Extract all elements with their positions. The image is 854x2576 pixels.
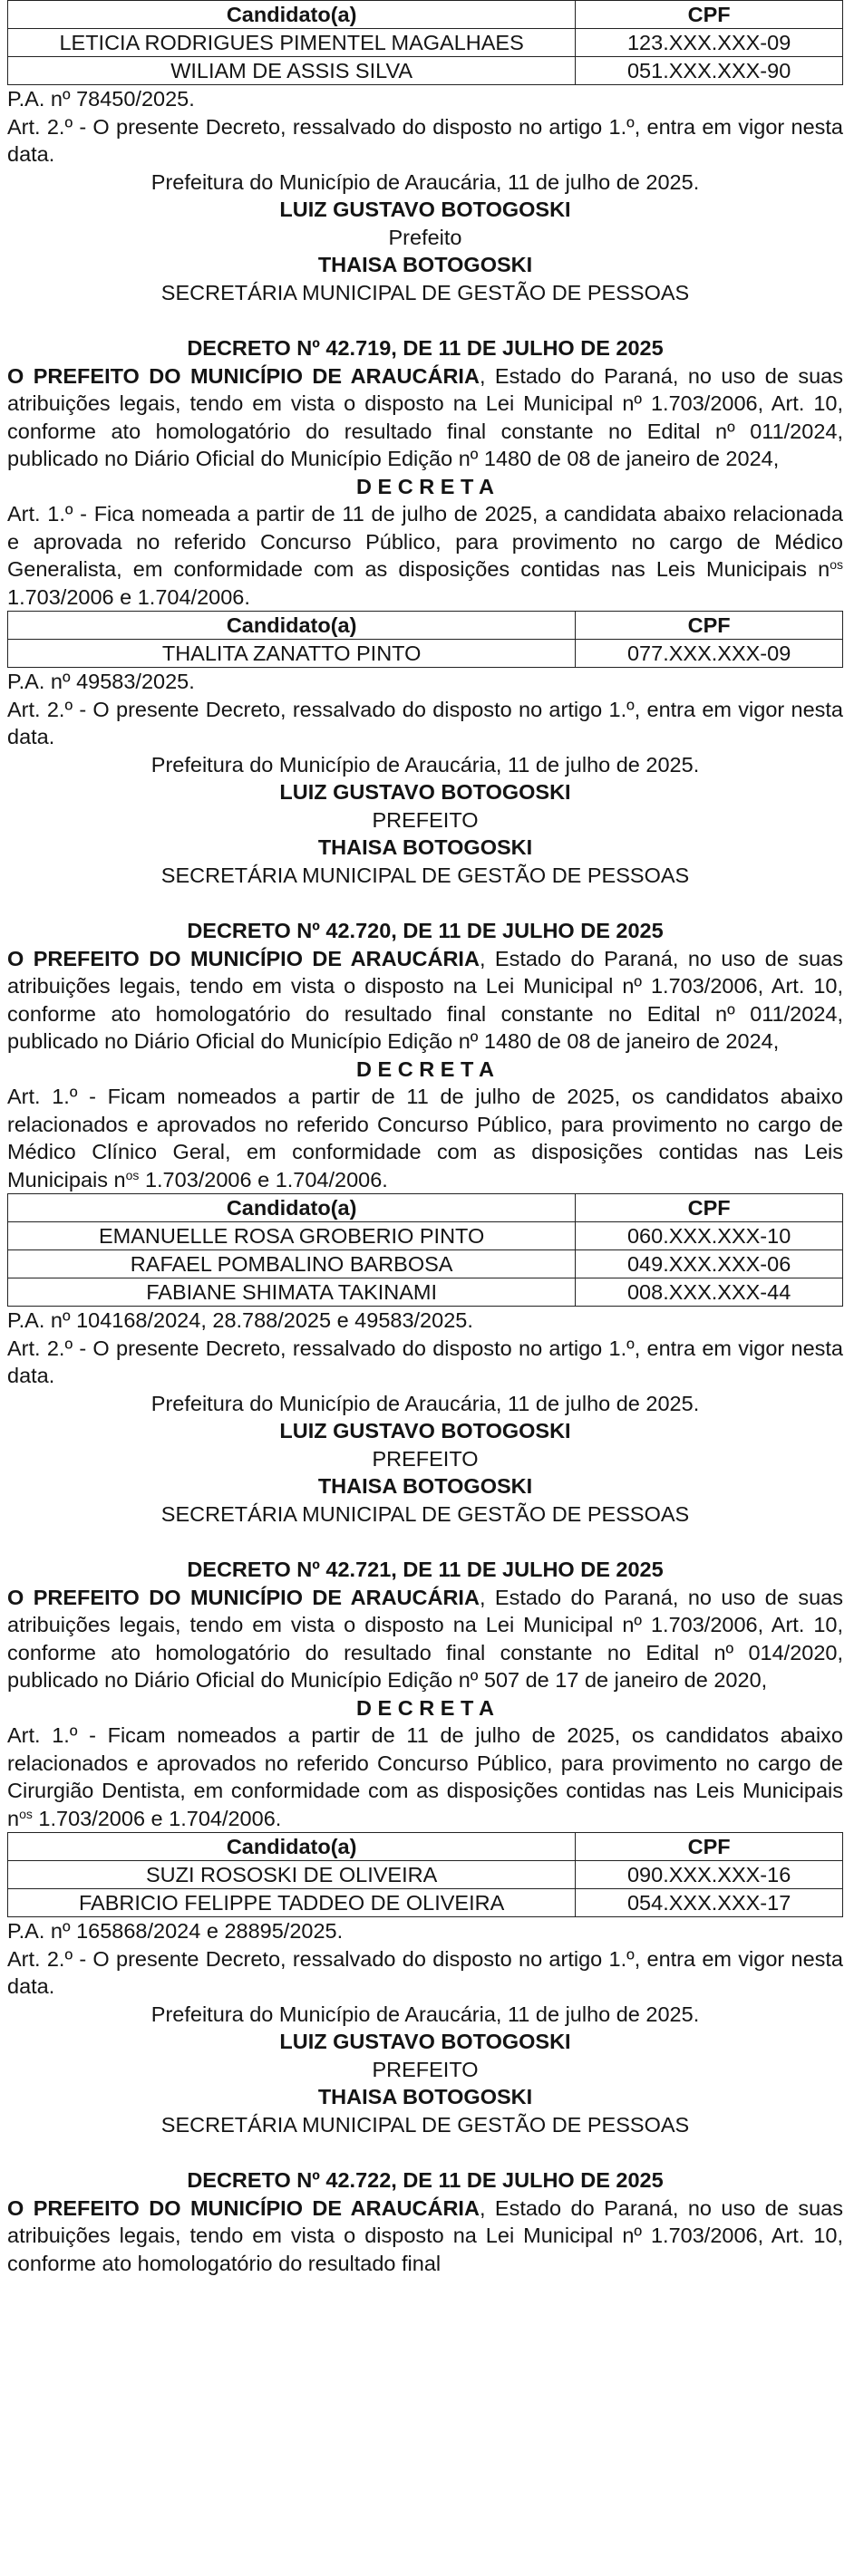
article-1-text: Art. 1.º - Fica nomeada a partir de 11 de julho de 2025, a candidata abaixo relacionada e aprovada no referido Concurso Público, para provimento no cargo de Médico Generalista, em conformidade com as disposições contidas nas Leis Municipais n (7, 502, 843, 581)
decreta-heading: D E C R E T A (356, 474, 494, 498)
candidates-table (7, 0, 843, 85)
previous-decree-tail (7, 0, 843, 306)
preamble-rest: , Estado do Paraná, no uso de suas atribuições legais, tendo em vista o disposto na Lei Municipal nº 1.703/2006, Art. 10, conforme ato homologatório do resultado final constante no Edital nº 011/2024, publicado no Diário Oficial do Município Edição nº 1480 de 08 de janeiro de 2024, (7, 946, 843, 1053)
candidate-name: RAFAEL POMBALINO BARBOSA (8, 1250, 576, 1278)
decree-preamble (7, 362, 843, 473)
candidate-name: WILIAM DE ASSIS SILVA (8, 57, 576, 85)
table-header-row (8, 1194, 843, 1222)
candidates-table (7, 1832, 843, 1917)
table-header-row (8, 612, 843, 640)
process-number: P.A. nº 49583/2025. (7, 670, 195, 693)
table-row (8, 1222, 843, 1250)
candidate-cpf: 049.XXX.XXX-06 (576, 1250, 843, 1278)
mayor-name: LUIZ GUSTAVO BOTOGOSKI (279, 2030, 571, 2053)
article-1-superscript: os (125, 1167, 140, 1182)
secretary-name: THAISA BOTOGOSKI (317, 1474, 533, 1498)
decreta-heading: D E C R E T A (356, 1695, 494, 1720)
table-header-row (8, 1, 843, 29)
decree-title: DECRETO Nº 42.719, DE 11 DE JULHO DE 2025 (187, 336, 664, 360)
candidate-name: EMANUELLE ROSA GROBERIO PINTO (8, 1222, 576, 1250)
section-spacer (7, 889, 843, 917)
candidate-cpf: 123.XXX.XXX-09 (576, 29, 843, 57)
column-header-cpf: CPF (576, 1, 843, 29)
secretary-name: THAISA BOTOGOSKI (317, 835, 533, 859)
decree-42720 (7, 917, 843, 1528)
table-row (8, 57, 843, 85)
column-header-cpf: CPF (576, 1194, 843, 1222)
column-header-name: Candidato(a) (8, 1194, 576, 1222)
column-header-name: Candidato(a) (8, 612, 576, 640)
decreta-heading: D E C R E T A (356, 1056, 494, 1081)
article-2: Art. 2.º - O presente Decreto, ressalvado do disposto no artigo 1.º, entra em vigor nesta data. (7, 114, 843, 166)
preamble-lead: O PREFEITO DO MUNICÍPIO DE ARAUCÁRIA (7, 946, 480, 970)
article-1-text: Art. 1.º - Ficam nomeados a partir de 11 de julho de 2025, os candidatos abaixo relacionados e aprovados no referido Concurso Público, para provimento no cargo de Cirurgião Dentista, em conformidade com as disposições contidas nas Leis Municipais n (7, 1723, 843, 1830)
table-row (8, 640, 843, 668)
secretary-name: THAISA BOTOGOSKI (317, 2085, 533, 2108)
table-row (8, 1278, 843, 1307)
secretary-title: SECRETÁRIA MUNICIPAL DE GESTÃO DE PESSOAS (160, 2112, 690, 2137)
table-row (8, 1250, 843, 1278)
secretary-title: SECRETÁRIA MUNICIPAL DE GESTÃO DE PESSOAS (160, 863, 690, 887)
preamble-rest: , Estado do Paraná, no uso de suas atribuições legais, tendo em vista o disposto na Lei Municipal nº 1.703/2006, Art. 10, conforme ato homologatório do resultado final (7, 2195, 843, 2275)
decree-title: DECRETO Nº 42.721, DE 11 DE JULHO DE 2025 (187, 1558, 664, 1581)
candidate-name: LETICIA RODRIGUES PIMENTEL MAGALHAES (8, 29, 576, 57)
article-1 (7, 1083, 843, 1193)
candidate-name: FABRICIO FELIPPE TADDEO DE OLIVEIRA (8, 1889, 576, 1917)
decree-42721 (7, 1556, 843, 2138)
signing-place-date: Prefeitura do Município de Araucária, 11 de julho de 2025. (150, 2002, 700, 2026)
secretary-name: THAISA BOTOGOSKI (317, 253, 533, 276)
candidates-table (7, 1193, 843, 1307)
preamble-lead: O PREFEITO DO MUNICÍPIO DE ARAUCÁRIA (7, 363, 480, 388)
article-1-superscript: os (830, 557, 843, 572)
decree-title: DECRETO Nº 42.720, DE 11 DE JULHO DE 2025 (187, 919, 664, 942)
section-spacer (7, 1528, 843, 1556)
mayor-title: Prefeito (388, 225, 462, 249)
decree-42719 (7, 334, 843, 889)
column-header-name: Candidato(a) (8, 1, 576, 29)
table-row (8, 1861, 843, 1889)
article-2: Art. 2.º - O presente Decreto, ressalvado do disposto no artigo 1.º, entra em vigor nesta data. (7, 1946, 843, 1998)
decree-preamble (7, 945, 843, 1056)
article-1-superscript: os (19, 1806, 33, 1821)
mayor-name: LUIZ GUSTAVO BOTOGOSKI (279, 780, 571, 804)
preamble-rest: , Estado do Paraná, no uso de suas atribuições legais, tendo em vista o disposto na Lei Municipal nº 1.703/2006, Art. 10, conforme ato homologatório do resultado final constante no Edital nº 011/2024, publicado no Diário Oficial do Município Edição nº 1480 de 08 de janeiro de 2024, (7, 363, 843, 470)
section-spacer (7, 2138, 843, 2166)
candidates-table (7, 611, 843, 668)
candidate-cpf: 090.XXX.XXX-16 (576, 1861, 843, 1889)
candidate-name: FABIANE SHIMATA TAKINAMI (8, 1278, 576, 1307)
signing-place-date: Prefeitura do Município de Araucária, 11 de julho de 2025. (150, 1391, 700, 1415)
preamble-rest: , Estado do Paraná, no uso de suas atribuições legais, tendo em vista o disposto na Lei Municipal nº 1.703/2006, Art. 10, conforme ato homologatório do resultado final constante no Edital nº 014/2020, publicado no Diário Oficial do Município Edição nº 507 de 17 de janeiro de 2020, (7, 1585, 843, 1692)
column-header-cpf: CPF (576, 1833, 843, 1861)
mayor-name: LUIZ GUSTAVO BOTOGOSKI (279, 1419, 571, 1442)
candidate-cpf: 054.XXX.XXX-17 (576, 1889, 843, 1917)
preamble-lead: O PREFEITO DO MUNICÍPIO DE ARAUCÁRIA (7, 2195, 480, 2220)
process-number: P.A. nº 78450/2025. (7, 87, 195, 111)
article-1-text-end: 1.703/2006 e 1.704/2006. (139, 1167, 388, 1192)
table-row (8, 1889, 843, 1917)
article-2: Art. 2.º - O presente Decreto, ressalvado do disposto no artigo 1.º, entra em vigor nesta data. (7, 1336, 843, 1387)
candidate-cpf: 051.XXX.XXX-90 (576, 57, 843, 85)
decree-title: DECRETO Nº 42.722, DE 11 DE JULHO DE 2025 (187, 2168, 664, 2192)
signing-place-date: Prefeitura do Município de Araucária, 11 de julho de 2025. (150, 752, 700, 777)
decree-42722 (7, 2166, 843, 2277)
candidate-name: THALITA ZANATTO PINTO (8, 640, 576, 668)
signing-place-date: Prefeitura do Município de Araucária, 11 de julho de 2025. (150, 169, 700, 194)
preamble-lead: O PREFEITO DO MUNICÍPIO DE ARAUCÁRIA (7, 1585, 480, 1609)
article-1 (7, 1722, 843, 1832)
secretary-title: SECRETÁRIA MUNICIPAL DE GESTÃO DE PESSOAS (160, 1501, 690, 1526)
column-header-name: Candidato(a) (8, 1833, 576, 1861)
mayor-title: PREFEITO (372, 2057, 479, 2081)
decree-preamble (7, 1584, 843, 1694)
mayor-title: PREFEITO (372, 807, 479, 832)
process-number: P.A. nº 165868/2024 e 28895/2025. (7, 1919, 344, 1943)
section-spacer (7, 306, 843, 334)
article-1-text-end: 1.703/2006 e 1.704/2006. (7, 584, 250, 609)
decree-preamble (7, 2195, 843, 2278)
article-1-text-end: 1.703/2006 e 1.704/2006. (32, 1806, 282, 1830)
column-header-cpf: CPF (576, 612, 843, 640)
candidate-name: SUZI ROSOSKI DE OLIVEIRA (8, 1861, 576, 1889)
candidate-cpf: 008.XXX.XXX-44 (576, 1278, 843, 1307)
article-1-text: Art. 1.º - Ficam nomeados a partir de 11 de julho de 2025, os candidatos abaixo relacionados e aprovados no referido Concurso Público, para provimento no cargo de Médico Clínico Geral, em conformidade com as disposições contidas nas Leis Municipais n (7, 1085, 843, 1192)
candidate-cpf: 077.XXX.XXX-09 (576, 640, 843, 668)
article-2: Art. 2.º - O presente Decreto, ressalvado do disposto no artigo 1.º, entra em vigor nesta data. (7, 697, 843, 748)
process-number: P.A. nº 104168/2024, 28.788/2025 e 49583/2025. (7, 1308, 473, 1332)
table-header-row (8, 1833, 843, 1861)
candidate-cpf: 060.XXX.XXX-10 (576, 1222, 843, 1250)
mayor-title: PREFEITO (372, 1446, 479, 1471)
table-row (8, 29, 843, 57)
secretary-title: SECRETÁRIA MUNICIPAL DE GESTÃO DE PESSOAS (160, 280, 690, 304)
article-1 (7, 500, 843, 611)
mayor-name: LUIZ GUSTAVO BOTOGOSKI (279, 198, 571, 221)
